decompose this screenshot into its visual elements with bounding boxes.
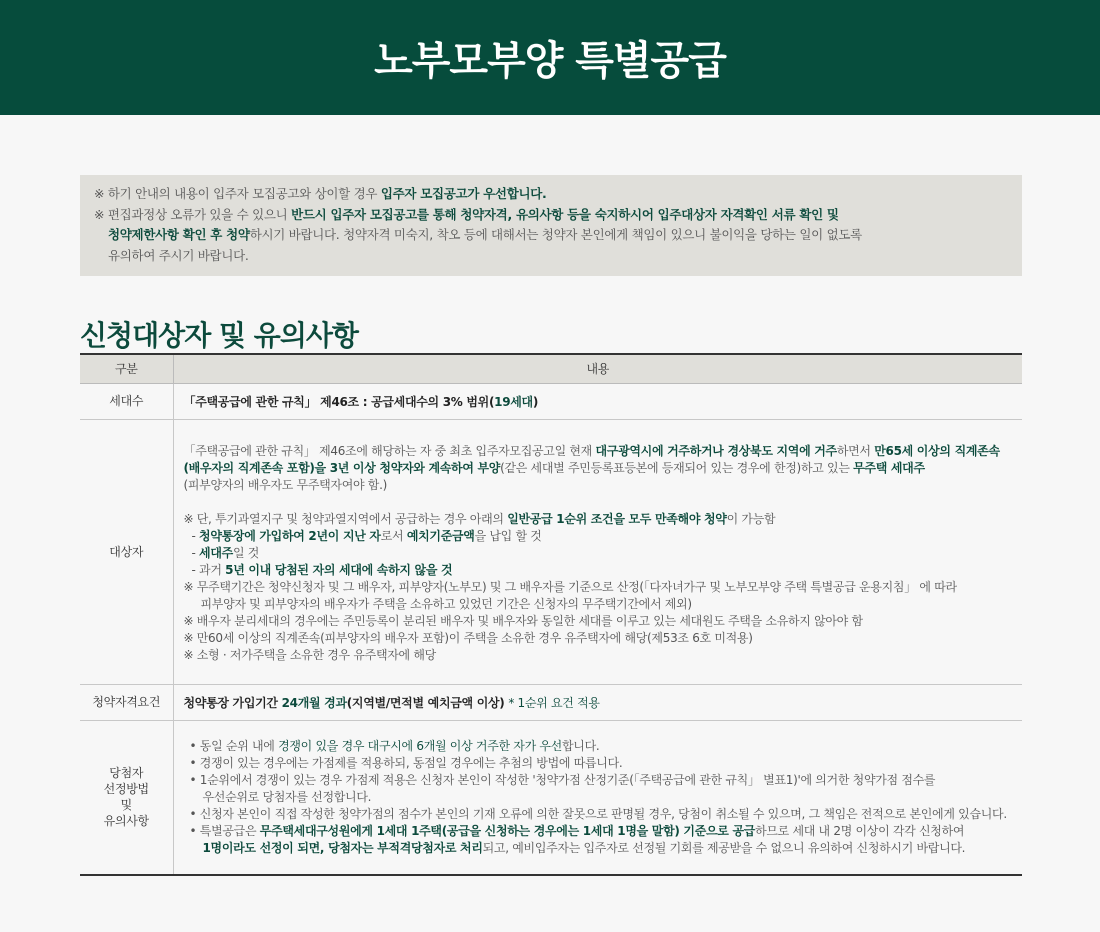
- row-content: [173, 684, 1022, 720]
- notice-box: [80, 175, 1022, 276]
- table-row-target: [80, 419, 1022, 684]
- text: 일 것: [232, 546, 260, 560]
- table-row-qualification: [80, 684, 1022, 720]
- text: - 과거: [191, 563, 226, 577]
- text: • 특별공급은: [189, 823, 260, 838]
- column-header-category: 구분: [80, 354, 173, 383]
- notice-line-2: [94, 205, 1008, 226]
- notice-line-1: [94, 184, 1008, 205]
- households-text: 「주택공급에 관한 규칙」 제46조 : 공급세대수의 3% 범위(: [183, 394, 495, 409]
- notice-emphasis: 입주자 모집공고가 우선합니다.: [380, 186, 547, 201]
- page-header: [0, 0, 1100, 115]
- notice-text: ※ 하기 안내의 내용이 입주자 모집공고와 상이할 경우: [94, 186, 381, 201]
- spacer: [184, 494, 1013, 511]
- target-line: ※ 소형 · 저가주택을 소유한 경우 유주택자에 해당: [183, 648, 436, 662]
- eligibility-table: [80, 353, 1022, 876]
- notice-text: 하시기 바랍니다. 청약자격 미숙지, 착오 등에 대해서는 청약자 본인에게 책임이 있으니 불이익을 당하는 일이 없도록: [249, 227, 862, 242]
- target-line: [184, 443, 1013, 460]
- target-line: ※ 배우자 분리세대의 경우에는 주민등록이 분리된 배우자 및 배우자와 동일한 세대를 이루고 있는 세대원도 주택을 소유하지 않아야 함: [183, 614, 863, 628]
- list-item: 우선순위로 당첨자를 선정합니다.: [202, 789, 372, 804]
- text: 하므로 세대 내 2명 이상이 각각 신청하여: [755, 823, 965, 838]
- target-line: ※ 만60세 이상의 직계존속(피부양자의 배우자 포함)이 주택을 소유한 경우 유주택자에 해당(제53조 6호 미적용): [183, 631, 753, 645]
- text: 「주택공급에 관한 규칙」 제46조에 해당하는 자 중 최초 입주자모집공고일 현재: [183, 444, 596, 458]
- text: 로서: [380, 529, 407, 543]
- target-line: (피부양자의 배우자도 무주택자여야 함.): [183, 478, 387, 492]
- emphasis: (배우자의 직계존속 포함)을 3년 이상 청약자와 계속하여 부양: [183, 461, 501, 475]
- text: 청약통장 가입기간: [183, 695, 282, 710]
- row-label: 청약자격요건: [80, 684, 173, 720]
- label-line: 유의사항: [103, 814, 149, 829]
- list-item: [184, 823, 1013, 840]
- label-line: 당첨자: [109, 766, 144, 781]
- emphasis: 경쟁이 있을 경우 대구시에 6개월 이상 거주한 자가 우선: [278, 738, 562, 753]
- notice-line-4: 유의하여 주시기 바랍니다.: [108, 247, 249, 263]
- table-header-row: [80, 354, 1022, 383]
- target-line: [184, 460, 1013, 477]
- emphasis: 만65세 이상의 직계존속: [874, 444, 1000, 458]
- emphasis: * 1순위 요건 적용: [508, 695, 600, 710]
- text: • 동일 순위 내에: [189, 738, 279, 753]
- target-line: 피부양자 및 피부양자의 배우자가 주택을 소유하고 있었던 기간은 신청자의 무주택기간에서 제외): [200, 597, 692, 611]
- notice-emphasis: 반드시 입주자 모집공고를 통해 청약자격, 유의사항 등을 숙지하시어 입주대상자 자격확인 서류 확인 및: [291, 206, 839, 222]
- label-line: 선정방법: [103, 782, 149, 797]
- target-line: [184, 511, 1013, 528]
- emphasis: 5년 이내 당첨된 자의 세대에 속하지 않을 것: [225, 563, 453, 577]
- row-content: [173, 419, 1022, 684]
- table-row-households: [80, 383, 1022, 419]
- text: 하면서: [836, 444, 875, 458]
- target-line: [184, 562, 1013, 579]
- text: (같은 세대별 주민등록표등본에 등재되어 있는 경우에 한정)하고 있는: [500, 461, 854, 475]
- target-line: ※ 무주택기간은 청약신청자 및 그 배우자, 피부양자(노부모) 및 그 배우자를 기준으로 산정(「다자녀가구 및 노부모부양 주택 특별공급 운용지침」 에 따라: [183, 580, 957, 594]
- notice-text: ※ 편집과정상 오류가 있을 수 있으니: [94, 206, 292, 222]
- list-item: [184, 738, 1013, 755]
- emphasis: 1명이라도 선정이 되면, 당첨자는 부적격당첨자로 처리: [202, 840, 483, 855]
- emphasis: 예치기준금액: [406, 529, 475, 543]
- list-item: [184, 840, 1013, 857]
- text: 이 가능함: [726, 512, 776, 526]
- page-title: 노부모부양 특별공급: [374, 38, 726, 84]
- emphasis: 청약통장에 가입하여 2년이 지난 자: [199, 529, 381, 543]
- text: ※ 단, 투기과열지구 및 청약과열지역에서 공급하는 경우 아래의: [183, 512, 508, 526]
- households-text-end: ): [532, 394, 539, 409]
- text: 되고, 예비입주자는 입주자로 선정될 기회를 제공받을 수 없으니 유의하여 신청하시기 바랍니다.: [482, 840, 966, 855]
- label-line: 및: [120, 798, 132, 813]
- row-content: [173, 720, 1022, 875]
- row-label: 세대수: [80, 383, 173, 419]
- notice-line-3: [94, 225, 1008, 246]
- emphasis: 세대주: [199, 546, 233, 560]
- notice-emphasis: 청약제한사항 확인 후 청약: [108, 227, 250, 242]
- text: (지역별/면적별 예치금액 이상): [346, 695, 509, 710]
- emphasis: 무주택 세대주: [853, 461, 925, 475]
- row-label: 대상자: [80, 419, 173, 684]
- column-header-content: 내용: [173, 354, 1022, 383]
- emphasis: 대구광역시에 거주하거나 경상북도 지역에 거주: [595, 444, 837, 458]
- text: -: [191, 529, 200, 543]
- row-content: [173, 383, 1022, 419]
- emphasis: 24개월 경과: [281, 695, 347, 710]
- text: -: [191, 546, 200, 560]
- emphasis: 무주택세대구성원에게 1세대 1주택(공급을 신청하는 경우에는 1세대 1명을 말함) 기준으로 공급: [259, 823, 756, 838]
- table-row-selection: [80, 720, 1022, 875]
- text: 을 납입 할 것: [474, 529, 542, 543]
- emphasis: 일반공급 1순위 조건을 모두 만족해야 청약: [507, 512, 727, 526]
- list-item: • 경쟁이 있는 경우에는 가점제를 적용하되, 동점일 경우에는 추첨의 방법에 따릅니다.: [189, 755, 623, 770]
- text: 합니다.: [561, 738, 600, 753]
- list-item: • 신청자 본인이 직접 작성한 청약가점의 점수가 본인의 기재 오류에 의한 잘못으로 판명될 경우, 당첨이 취소될 수 있으며, 그 책임은 전적으로 본인에게 있습니다.: [189, 806, 1007, 821]
- target-line: [184, 545, 1013, 562]
- row-label: [80, 720, 173, 875]
- target-line: [184, 528, 1013, 545]
- households-count: 19세대: [494, 394, 533, 409]
- section-title: 신청대상자 및 유의사항: [80, 319, 358, 352]
- list-item: • 1순위에서 경쟁이 있는 경우 가점제 적용은 신청자 본인이 작성한 '청약가점 산정기준(「주택공급에 관한 규칙」 별표1)'에 의거한 청약가점 점수를: [189, 772, 936, 787]
